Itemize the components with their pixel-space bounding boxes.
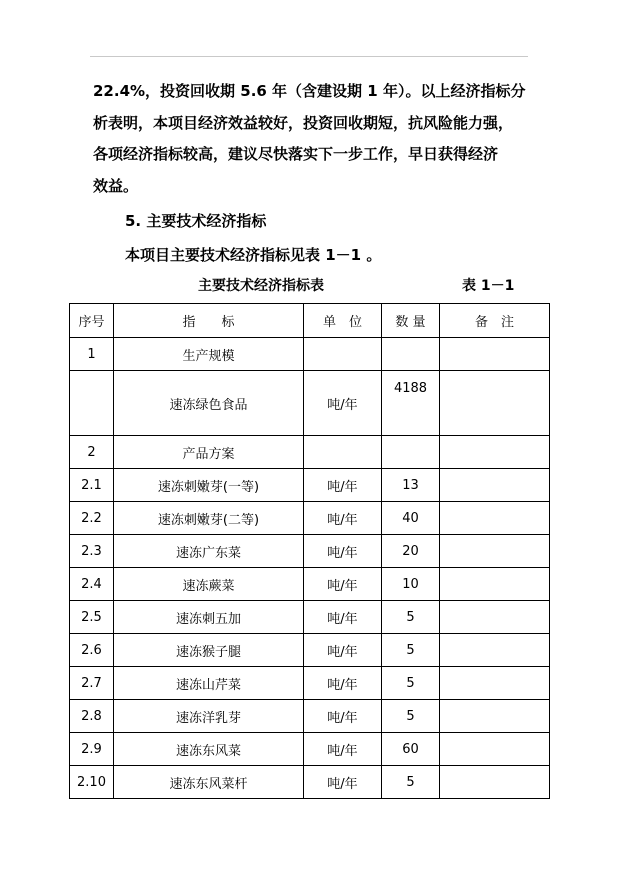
table-row [70,535,550,568]
cell-seq: 2.8 [70,700,114,733]
cell-seq: 2.1 [70,469,114,502]
cell-unit: 吨/年 [304,535,382,568]
cell-note [440,601,550,634]
cell-seq: 2.10 [70,766,114,799]
cell-unit: 吨/年 [304,502,382,535]
cell-note [440,371,550,436]
section-title: 5. 主要技术经济指标 [125,212,267,230]
cell-unit: 吨/年 [304,469,382,502]
header-unit: 单 位 [304,304,382,338]
table-row [70,601,550,634]
cell-note [440,733,550,766]
cell-quantity: 10 [382,568,440,601]
cell-quantity: 13 [382,469,440,502]
cell-unit: 吨/年 [304,667,382,700]
cell-unit [304,338,382,371]
cell-note [440,338,550,371]
cell-seq: 2.6 [70,634,114,667]
cell-seq: 2.7 [70,667,114,700]
cell-unit: 吨/年 [304,700,382,733]
cell-seq: 2.3 [70,535,114,568]
cell-note [440,700,550,733]
economic-summary-paragraph [93,76,533,202]
header-quantity: 数 量 [382,304,440,338]
table-intro-text: 本项目主要技术经济指标见表 1－1 。 [125,246,382,264]
cell-indicator: 速冻东风菜杆 [114,766,304,799]
cell-unit: 吨/年 [304,601,382,634]
cell-quantity: 5 [382,700,440,733]
cell-indicator: 速冻刺嫩芽(一等) [114,469,304,502]
cell-seq: 1 [70,338,114,371]
cell-seq: 2.5 [70,601,114,634]
table-row [70,568,550,601]
cell-note [440,502,550,535]
cell-indicator: 速冻蕨菜 [114,568,304,601]
cell-note [440,436,550,469]
cell-note [440,766,550,799]
cell-quantity: 40 [382,502,440,535]
cell-unit [304,436,382,469]
paragraph-line: 各项经济指标较高，建议尽快落实下一步工作，早日获得经济 [93,145,499,163]
cell-quantity [382,338,440,371]
cell-quantity [382,436,440,469]
cell-unit: 吨/年 [304,568,382,601]
cell-indicator: 速冻猴子腿 [114,634,304,667]
header-seq: 序号 [70,304,114,338]
paragraph-line: 22.4%，投资回收期 5.6 年（含建设期 1 年）。以上经济指标分 [93,82,526,100]
cell-note [440,469,550,502]
table-row [70,469,550,502]
table-title: 主要技术经济指标表 [198,278,324,294]
paragraph-line: 效益。 [93,176,139,195]
table-row [70,436,550,469]
table-header-row [70,304,550,338]
cell-indicator: 速冻广东菜 [114,535,304,568]
cell-seq: 2 [70,436,114,469]
cell-note [440,535,550,568]
cell-note [440,634,550,667]
paragraph-line: 析表明，本项目经济效益较好，投资回收期短，抗风险能力强， [93,113,514,132]
cell-indicator: 速冻东风菜 [114,733,304,766]
header-indicator: 指 标 [114,304,304,338]
cell-unit: 吨/年 [304,634,382,667]
indicator-table [69,303,550,799]
table-row [70,634,550,667]
cell-indicator: 速冻绿色食品 [114,371,304,436]
table-number: 表 1－1 [462,278,515,294]
cell-unit: 吨/年 [304,766,382,799]
cell-seq [70,371,114,436]
cell-indicator: 速冻刺五加 [114,601,304,634]
table-row [70,733,550,766]
table-row [70,700,550,733]
cell-unit: 吨/年 [304,371,382,436]
cell-quantity: 4188 [382,371,440,436]
cell-quantity: 20 [382,535,440,568]
header-note: 备 注 [440,304,550,338]
cell-indicator: 速冻刺嫩芽(二等) [114,502,304,535]
table-row [70,667,550,700]
table-row [70,338,550,371]
cell-quantity: 5 [382,601,440,634]
table-row [70,502,550,535]
cell-indicator: 产品方案 [114,436,304,469]
cell-indicator: 速冻山芹菜 [114,667,304,700]
cell-unit: 吨/年 [304,733,382,766]
table-row [70,766,550,799]
header-rule [90,56,528,57]
cell-note [440,667,550,700]
cell-seq: 2.2 [70,502,114,535]
cell-quantity: 5 [382,667,440,700]
cell-seq: 2.9 [70,733,114,766]
cell-quantity: 5 [382,634,440,667]
cell-quantity: 60 [382,733,440,766]
cell-indicator: 生产规模 [114,338,304,371]
cell-note [440,568,550,601]
cell-indicator: 速冻洋乳芽 [114,700,304,733]
table-row [70,371,550,436]
cell-seq: 2.4 [70,568,114,601]
cell-quantity: 5 [382,766,440,799]
